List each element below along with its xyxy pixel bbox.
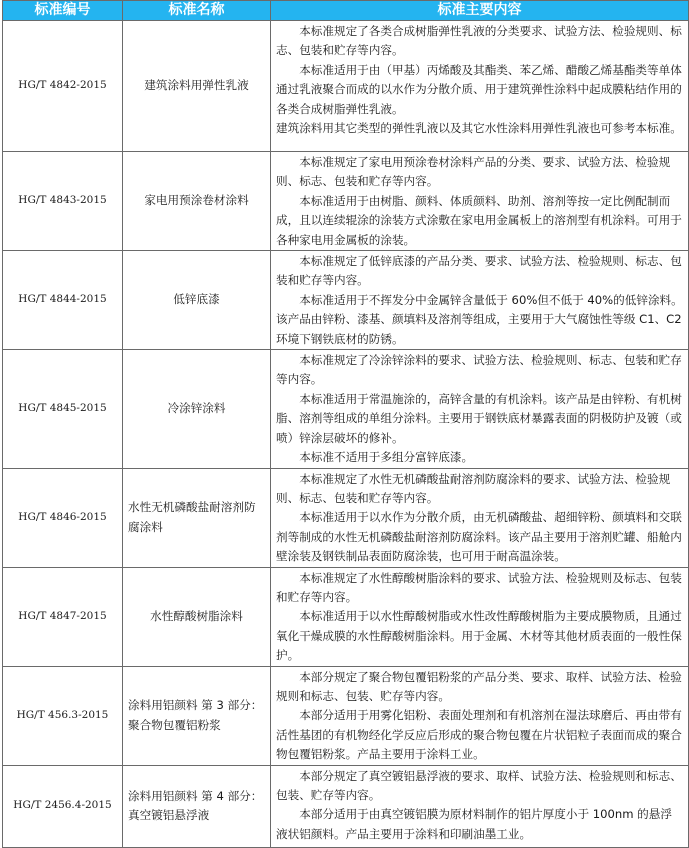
header-standard-name: 标准名称: [123, 1, 271, 21]
content-paragraph: 本部分规定了真空镀铝悬浮液的要求、取样、试验方法、检验规则和标志、包装、贮存等内容。: [276, 768, 682, 802]
standard-content: [271, 350, 689, 468]
content-paragraph: 本标准规定了各类合成树脂弹性乳液的分类要求、试验方法、检验规则、标志、包装和贮存等内容。: [276, 24, 682, 58]
standard-name: 低锌底漆: [123, 251, 271, 350]
content-paragraph: 本标准规定了水性醇酸树脂涂料的要求、试验方法、检验规则及标志、包装和贮存等内容。: [276, 570, 682, 604]
content-paragraph: 本标准适用于不挥发分中金属锌含量低于 60%但不低于 40%的低锌涂料。该产品由锌粉、漆基、颜填料及溶剂等组成，主要用于大气腐蚀性等级 C1、C2 环境下钢铁底材的防锈。: [276, 292, 683, 346]
standard-code: HG/T 4845-2015: [3, 350, 123, 468]
table-row: [3, 152, 689, 251]
header-standard-content: 标准主要内容: [271, 1, 689, 21]
standard-code: HG/T 4842-2015: [3, 21, 123, 152]
standard-code: HG/T 4847-2015: [3, 567, 123, 666]
standard-content: [271, 567, 689, 666]
content-paragraph: 本部分规定了聚合物包覆铝粉浆的产品分类、要求、取样、试验方法、检验规则和标志、包装、贮存等内容。: [276, 669, 682, 703]
standard-content: [271, 666, 689, 765]
standard-name: 涂料用铝颜料 第 4 部分：真空镀铝悬浮液: [123, 765, 271, 847]
standard-content: [271, 21, 689, 152]
content-paragraph: 本标准适用于以水性醇酸树脂或水性改性醇酸树脂为主要成膜物质，且通过氧化干燥成膜的水性醇酸树脂涂料。用于金属、木材等其他材质表面的一般性保护。: [276, 609, 682, 663]
standard-name: 家电用预涂卷材涂料: [123, 152, 271, 251]
standard-code: HG/T 4846-2015: [3, 468, 123, 567]
content-paragraph: 本标准适用于常温施涂的，高锌含量的有机涂料。该产品是由锌粉、有机树脂、溶剂等组成的单组分涂料。主要用于钢铁底材暴露表面的阴极防护及镀（或喷）锌涂层破坏的修补。: [276, 391, 682, 445]
standard-content: [271, 765, 689, 847]
standard-name: 水性醇酸树脂涂料: [123, 567, 271, 666]
header-standard-code: 标准编号: [3, 1, 123, 21]
standard-content: [271, 251, 689, 350]
standard-code: HG/T 4844-2015: [3, 251, 123, 350]
standard-name: 冷涂锌涂料: [123, 350, 271, 468]
standard-code: HG/T 4843-2015: [3, 152, 123, 251]
table-row: [3, 251, 689, 350]
content-paragraph: 本标准不适用于多组分富锌底漆。: [299, 450, 474, 465]
standard-code: HG/T 2456.4-2015: [3, 765, 123, 847]
content-paragraph: 本部分适用于由真空镀铝膜为原材料制作的铝片厚度小于 100nm 的悬浮液状铝颜料。产品主要用于涂料和印刷油墨工业。: [276, 807, 672, 841]
content-paragraph: 本标准适用于由树脂、颜料、体质颜料、助剂、溶剂等按一定比例配制而成，且以连续辊涂的涂装方式涂敷在家电用金属板上的溶剂型有机涂料。可用于各种家电用金属板的涂装。: [276, 193, 682, 247]
standard-content: [271, 152, 689, 251]
content-paragraph: 本标准适用于以水作为分散介质，由无机磷酸盐、超细锌粉、颜填料和交联剂等制成的水性无机磷酸盐耐溶剂防腐涂料。该产品主要用于溶剂贮罐、船舱内壁涂装及钢铁制品表面防腐涂装，也可用于耐高温涂装。: [276, 510, 682, 564]
content-paragraph: 本部分适用于用雾化铝粉、表面处理剂和有机溶剂在湿法球磨后、再由带有活性基团的有机物经化学反应后形成的聚合物包覆在片状铝粒子表面而成的聚合物包覆铝粉浆。产品主要用于涂料工业。: [276, 708, 682, 762]
content-paragraph: 本标准规定了冷涂锌涂料的要求、试验方法、检验规则、标志、包装和贮存等内容。: [276, 353, 682, 387]
table-row: [3, 567, 689, 666]
content-paragraph: 本标准规定了家电用预涂卷材涂料产品的分类、要求、试验方法、检验规则、标志、包装和贮存等内容。: [276, 155, 671, 189]
standard-content: [271, 468, 689, 567]
content-paragraph: 建筑涂料用其它类型的弹性乳液以及其它水性涂料用弹性乳液也可参考本标准。: [276, 121, 682, 136]
header-row: [3, 1, 689, 21]
content-paragraph: 本标准适用于由（甲基）丙烯酸及其酯类、苯乙烯、醋酸乙烯基酯类等单体通过乳液聚合而成的以水作为分散介质、用于建筑弹性涂料中起成膜粘结作用的各类合成树脂弹性乳液。: [276, 62, 682, 116]
table-row: [3, 468, 689, 567]
content-paragraph: 本标准规定了低锌底漆的产品分类、要求、试验方法、检验规则、标志、包装和贮存等内容。: [276, 254, 682, 288]
table-row: [3, 21, 689, 152]
standards-table: [2, 0, 689, 848]
table-row: [3, 765, 689, 847]
content-paragraph: 本标准规定了水性无机磷酸盐耐溶剂防腐涂料的要求、试验方法、检验规则、标志、包装和贮存等内容。: [276, 471, 671, 505]
standard-name: 建筑涂料用弹性乳液: [123, 21, 271, 152]
standard-name: 水性无机磷酸盐耐溶剂防腐涂料: [123, 468, 271, 567]
standard-code: HG/T 456.3-2015: [3, 666, 123, 765]
table-row: [3, 350, 689, 468]
table-row: [3, 666, 689, 765]
standard-name: 涂料用铝颜料 第 3 部分：聚合物包覆铝粉浆: [123, 666, 271, 765]
